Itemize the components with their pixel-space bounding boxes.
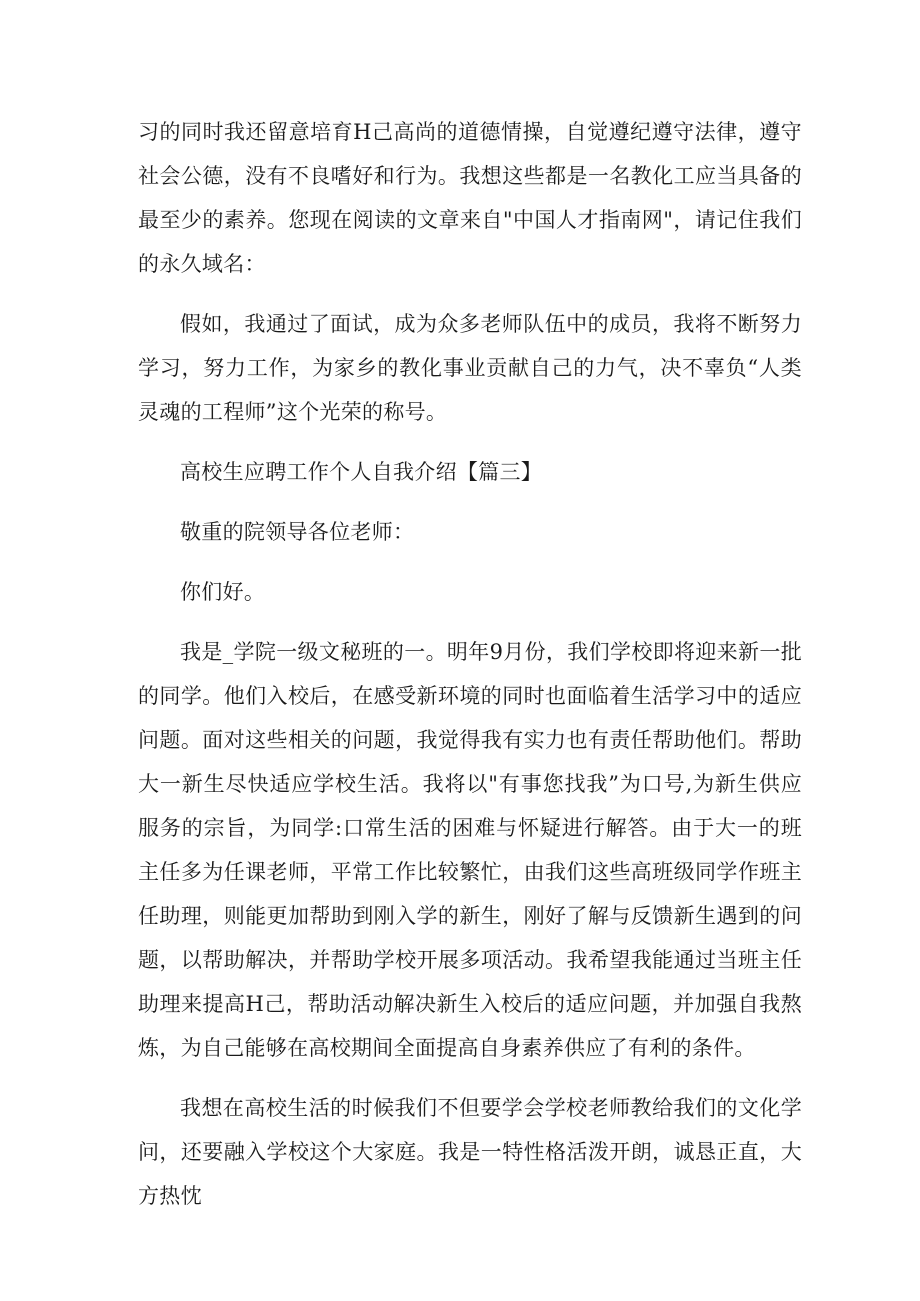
paragraph-interview: 假如，我通过了面试，成为众多老师队伍中的成员，我将不断努力学习，努力工作，为家乡的教化事业贡献自己的力气，决不辜负“人类灵魂的工程师”这个光荣的称号。 [138,312,802,424]
paragraph-campus-life: 我想在高校生活的时候我们不但要学会学校老师教给我们的文化学问，还要融入学校这个大家庭。我是一特性格活泼开朗，诚恳正直，大方热忱 [138,1096,802,1208]
document-body [138,110,802,1234]
section-heading: 高校生应聘工作个人自我介绍【篇三】 [180,460,543,484]
paragraph-continued: 习的同时我还留意培育H己高尚的道德情操，自觉遵纪遵守法律，遵守社会公德，没有不良嗜好和行为。我想这些都是一名教化工应当具备的最至少的素养。您现在阅读的文章来自"中国人才指南网"，请记住我们的永久域名： [138,120,802,276]
salutation: 敬重的院领导各位老师： [180,520,415,544]
paragraph-introduction: 我是_学院一级文秘班的一。明年9月份，我们学校即将迎来新一批的同学。他们入校后，在感受新环境的同时也面临着生活学习中的适应问题。面对这些相关的问题，我觉得我有实力也有责任帮助他们。帮助大一新生尽快适应学校生活。我将以"有事您找我”为口号,为新生供应服务的宗旨，为同学:口常生活的困难与怀疑进行解答。由于大一的班主任多为任课老师，平常工作比较繁忙，由我们这些高班级同学作班主任助理，则能更加帮助到刚入学的新生，刚好了解与反馈新生遇到的问题，以帮助解决，并帮助学校开展多项活动。我希望我能通过当班主任助理来提高H己，帮助活动解决新生入校后的适应问题，并加强自我熬炼，为自己能够在高校期间全面提高自身素养供应了有利的条件。 [138,640,802,1060]
greeting: 你们好。 [180,580,266,604]
